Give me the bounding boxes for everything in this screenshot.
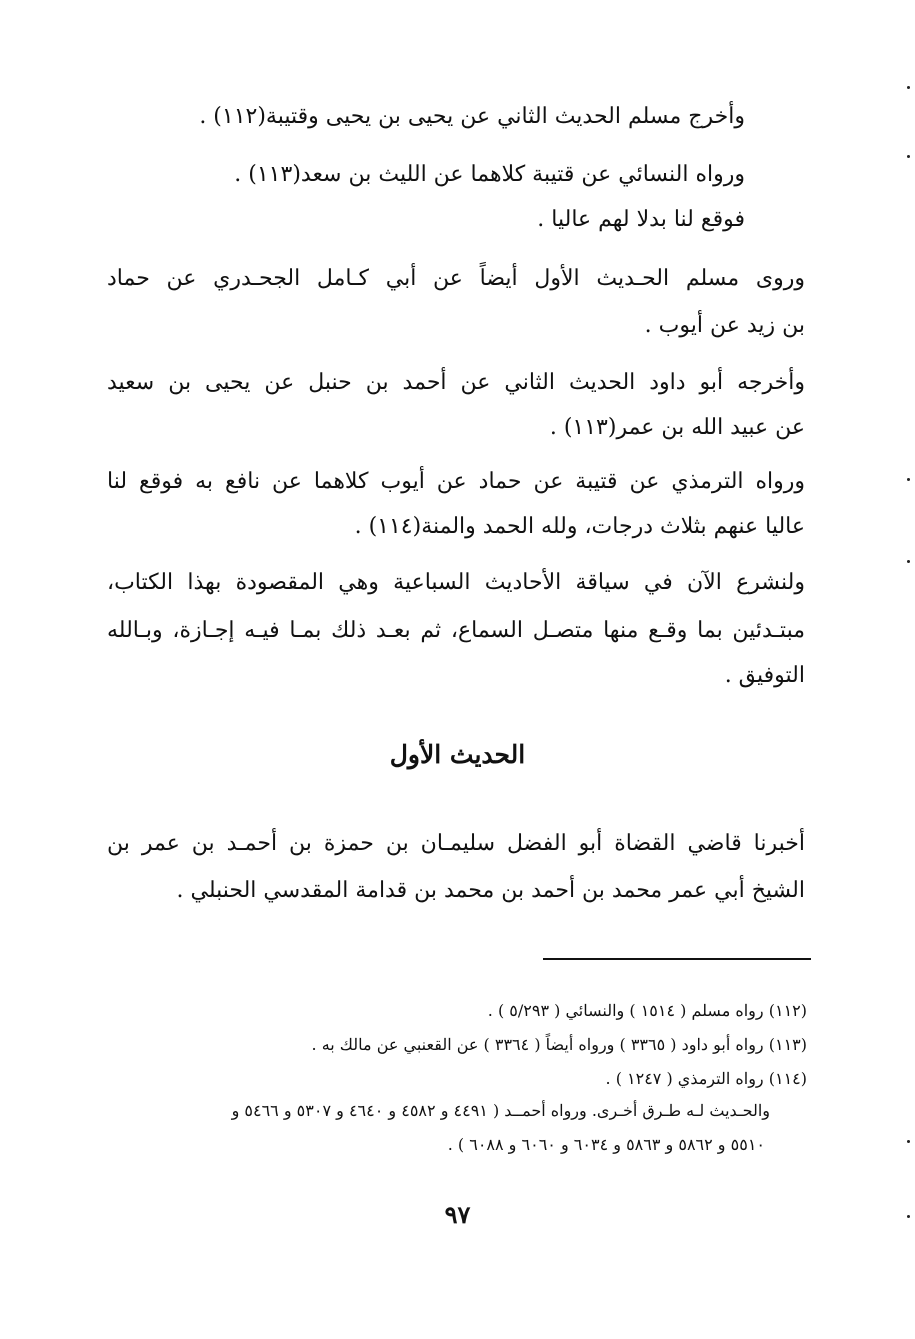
- paragraph-line: ورواه الترمذي عن قتيبة عن حماد عن أيوب كلاهما عن نافع به فوقع لنا: [107, 469, 805, 494]
- paragraph-line: ورواه النسائي عن قتيبة كلاهما عن الليث بن سعد(١١٣) .: [234, 162, 745, 187]
- paragraph-line: وروى مسلم الحـديث الأول أيضاً عن أبي كـامل الجحـدري عن حماد: [107, 266, 805, 291]
- scan-speck: [907, 560, 910, 563]
- scan-speck: [907, 1140, 910, 1143]
- paragraph-line: وأخرجه أبو داود الحديث الثاني عن أحمد بن حنبل عن يحيى بن سعيد: [107, 370, 805, 395]
- paragraph-line: عاليا عنهم بثلاث درجات، ولله الحمد والمنة(١١٤) .: [354, 514, 805, 539]
- footnote: (١١٢) رواه مسلم ( ١٥١٤ ) والنسائي ( ٥/٢٩٣ ) .: [487, 1001, 807, 1020]
- paragraph-line: التوفيق .: [724, 663, 805, 688]
- footnote-separator: [543, 958, 811, 960]
- scan-speck: [907, 1215, 910, 1218]
- footnote: (١١٤) رواه الترمذي ( ١٢٤٧ ) .: [605, 1069, 807, 1088]
- paragraph-line: مبتـدئين بما وقـع منها متصـل السماع، ثم بعـد ذلك بمـا فيـه إجـازة، وبـالله: [107, 618, 805, 643]
- paragraph-line: وأخرج مسلم الحديث الثاني عن يحيى بن يحيى وقتيبة(١١٢) .: [199, 104, 745, 129]
- page-number: ٩٧: [444, 1200, 471, 1229]
- scan-speck: [907, 155, 910, 158]
- scan-speck: [907, 478, 910, 481]
- footnote: ٥٥١٠ و ٥٨٦٢ و ٥٨٦٣ و ٦٠٣٤ و ٦٠٦٠ و ٦٠٨٨ ) .: [447, 1135, 765, 1154]
- hadith-line: أخبرنا قاضي القضاة أبو الفضل سليمـان بن حمزة بن أحمـد بن عمر بن: [107, 831, 805, 856]
- paragraph-line: ولنشرع الآن في سياقة الأحاديث السباعية وهي المقصودة بهذا الكتاب،: [107, 570, 805, 595]
- paragraph-line: فوقع لنا بدلا لهم عاليا .: [537, 207, 745, 232]
- paragraph-line: عن عبيد الله بن عمر(١١٣) .: [549, 415, 805, 440]
- scan-speck: [907, 86, 910, 89]
- section-heading: الحديث الأول: [389, 740, 526, 769]
- hadith-line: الشيخ أبي عمر محمد بن أحمد بن محمد بن قدامة المقدسي الحنبلي .: [176, 878, 805, 903]
- paragraph-line: بن زيد عن أيوب .: [644, 313, 805, 338]
- footnote: (١١٣) رواه أبو داود ( ٣٣٦٥ ) ورواه أيضاً ( ٣٣٦٤ ) عن القعنبي عن مالك به .: [311, 1035, 807, 1054]
- footnote: والحـديث لـه طـرق أخـرى. ورواه أحمــد ( ٤٤٩١ و ٤٥٨٢ و ٤٦٤٠ و ٥٣٠٧ و ٥٤٦٦ و: [231, 1101, 770, 1120]
